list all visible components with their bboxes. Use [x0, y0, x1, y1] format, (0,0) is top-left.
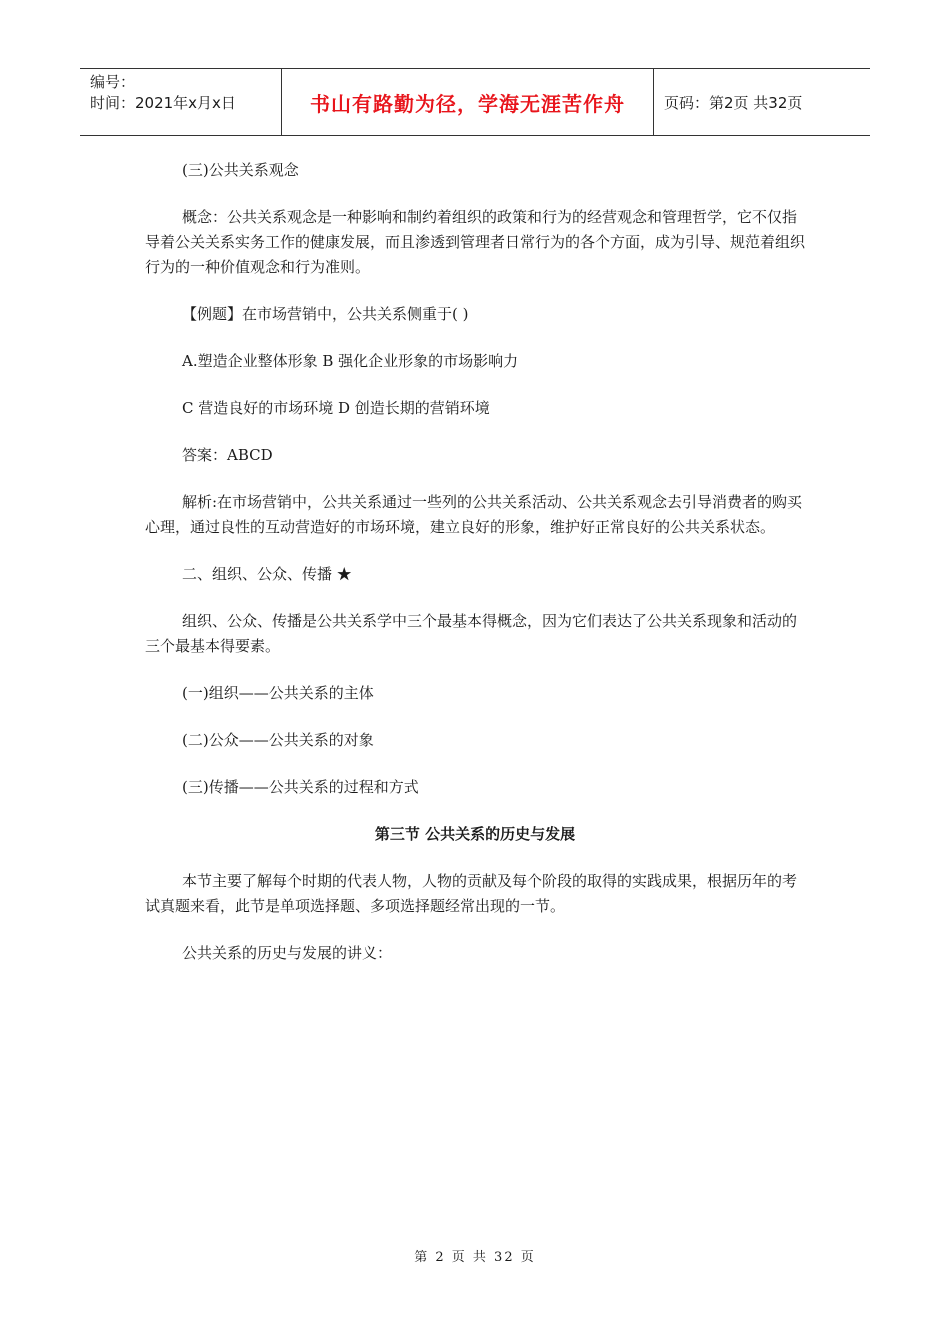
paragraph: 【例题】在市场营销中，公共关系侧重于( )	[182, 305, 469, 323]
paragraph: 解析:在市场营销中，公共关系通过一些列的公共关系活动、公共关系观念去引导消费者的购买心理，通过良性的互动营造好的市场环境，建立良好的形象，维护好正常良好的公共关系状态。	[145, 493, 803, 536]
header-meta	[80, 69, 282, 135]
paragraph: (一)组织——公共关系的主体	[182, 684, 374, 702]
paragraph: (二)公众——公共关系的对象	[182, 731, 374, 749]
page-header	[80, 68, 870, 136]
paragraph: 本节主要了解每个时期的代表人物，人物的贡献及每个阶段的取得的实践成果，根据历年的考试真题来看，此节是单项选择题、多项选择题经常出现的一节。	[145, 872, 798, 915]
paragraph: 答案：ABCD	[182, 446, 273, 464]
paragraph: (三)公共关系观念	[182, 161, 299, 179]
document-date: 时间：2021年x月x日	[90, 94, 236, 112]
paragraph: 二、组织、公众、传播 ★	[182, 565, 352, 583]
header-page-info: 页码：第2页 共32页	[664, 93, 803, 112]
paragraph: A.塑造企业整体形象 B 强化企业形象的市场影响力	[182, 352, 519, 370]
document-body	[145, 158, 805, 988]
document-number-label: 编号：	[90, 73, 136, 91]
page-footer: 第 2 页 共 32 页	[414, 1250, 536, 1265]
paragraph: 公共关系的历史与发展的讲义：	[182, 944, 393, 962]
paragraph: (三)传播——公共关系的过程和方式	[182, 778, 419, 796]
section-title: 第三节 公共关系的历史与发展	[374, 825, 576, 843]
paragraph: 概念：公共关系观念是一种影响和制约着组织的政策和行为的经营观念和管理哲学，它不仅指导着公关关系实务工作的健康发展，而且渗透到管理者日常行为的各个方面，成为引导、规范着组织行为的一种价值观念和行为准则。	[145, 208, 806, 276]
paragraph: C 营造良好的市场环境 D 创造长期的营销环境	[182, 399, 490, 417]
header-motto: 书山有路勤为径，学海无涯苦作舟	[282, 69, 654, 135]
paragraph: 组织、公众、传播是公共关系学中三个最基本得概念，因为它们表达了公共关系现象和活动的三个最基本得要素。	[145, 612, 798, 655]
